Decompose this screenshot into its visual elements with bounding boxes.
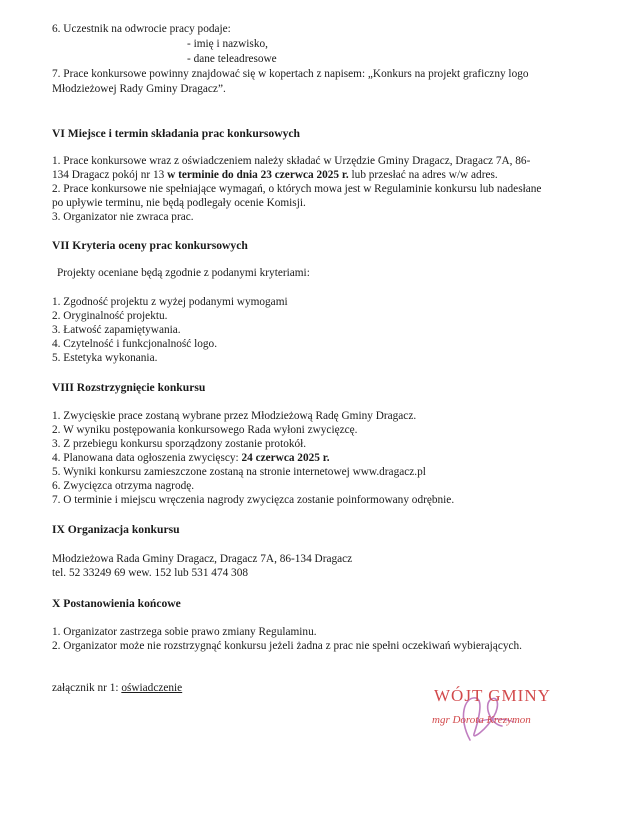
section-6-heading: VI Miejsce i termin składania prac konkursowych	[52, 127, 300, 140]
section-6-line-3: 2. Prace konkursowe nie spełniające wymagań, o których mowa jest w Regulaminie konkursu lub nadesłane	[52, 183, 542, 195]
point-7-line-1: 7. Prace konkursowe powinny znajdować się w kopertach z napisem: „Konkurs na projekt graficzny logo	[52, 68, 529, 80]
result-item: 1. Zwycięskie prace zostaną wybrane przez Młodzieżową Radę Gminy Dragacz.	[52, 410, 417, 422]
final-item: 1. Organizator zastrzega sobie prawo zmiany Regulaminu.	[52, 626, 317, 638]
criteria-item: 4. Czytelność i funkcjonalność logo.	[52, 338, 218, 350]
section-7-intro: Projekty oceniane będą zgodnie z podanymi kryteriami:	[57, 267, 310, 279]
section-6-line-4: po upływie terminu, nie będą podlegały ocenie Komisji.	[52, 197, 306, 209]
attachment-note: załącznik nr 1: oświadczenie	[52, 682, 183, 694]
criteria-item: 3. Łatwość zapamiętywania.	[52, 324, 181, 336]
result-item: 7. O terminie i miejscu wręczenia nagrody zwycięzca zostanie poinformowany odrębnie.	[52, 494, 455, 506]
result-item: 6. Zwycięzca otrzyma nagrodę.	[52, 480, 195, 492]
final-item: 2. Organizator może nie rozstrzygnąć konkursu jeżeli żadna z prac nie spełni oczekiwań wybierających.	[52, 640, 522, 652]
point-6-item-contact: - dane teleadresowe	[187, 53, 277, 65]
organizer-address: Młodzieżowa Rada Gminy Dragacz, Dragacz 7A, 86-134 Dragacz	[52, 553, 353, 565]
result-item: 4. Planowana data ogłoszenia zwycięscy: 24 czerwca 2025 r.	[52, 452, 330, 464]
section-8-heading: VIII Rozstrzygnięcie konkursu	[52, 381, 206, 394]
point-7-line-2: Młodzieżowej Rady Gminy Dragacz”.	[52, 83, 226, 95]
section-10-heading: X Postanowienia końcowe	[52, 597, 181, 610]
result-item: 5. Wyniki konkursu zamieszczone zostaną na stronie internetowej www.dragacz.pl	[52, 466, 426, 478]
section-6-line-2: 134 Dragacz pokój nr 13 w terminie do dnia 23 czerwca 2025 r. lub przesłać na adres w/w adres.	[52, 169, 498, 181]
organizer-phone: tel. 52 33249 69 wew. 152 lub 531 474 308	[52, 567, 249, 579]
criteria-item: 5. Estetyka wykonania.	[52, 352, 158, 364]
result-item: 2. W wyniku postępowania konkursowego Rada wyłoni zwycięzcę.	[52, 424, 358, 436]
announcement-date: 24 czerwca 2025 r.	[241, 452, 330, 464]
point-6: 6. Uczestnik na odwrocie pracy podaje:	[52, 23, 231, 35]
deadline-date: w terminie do dnia 23 czerwca 2025 r.	[167, 169, 349, 181]
point-6-item-name: - imię i nazwisko,	[187, 38, 268, 50]
stamp-title: WÓJT GMINY	[434, 686, 551, 705]
section-7-heading: VII Kryteria oceny prac konkursowych	[52, 239, 248, 252]
criteria-item: 1. Zgodność projektu z wyżej podanymi wymogami	[52, 296, 288, 308]
section-9-heading: IX Organizacja konkursu	[52, 523, 180, 536]
official-stamp	[418, 678, 578, 748]
section-6-line-1: 1. Prace konkursowe wraz z oświadczeniem należy składać w Urzędzie Gminy Dragacz, Dragacz 7A, 86-	[52, 155, 531, 167]
result-item: 3. Z przebiegu konkursu sporządzony zostanie protokół.	[52, 438, 307, 450]
stamp-name: mgr Dorota Krezymon	[432, 714, 531, 726]
section-6-line-5: 3. Organizator nie zwraca prac.	[52, 211, 194, 223]
attachment-link[interactable]: oświadczenie	[121, 682, 183, 694]
criteria-item: 2. Oryginalność projektu.	[52, 310, 168, 322]
